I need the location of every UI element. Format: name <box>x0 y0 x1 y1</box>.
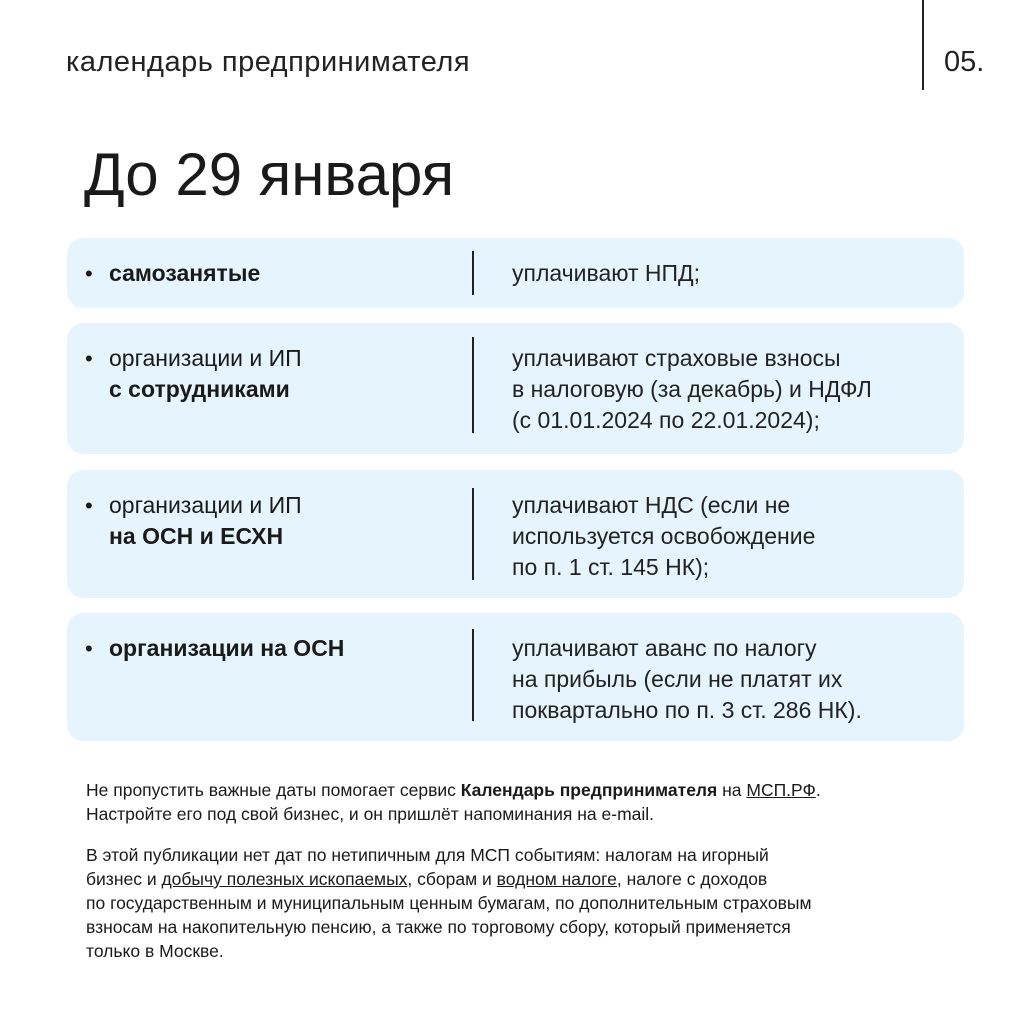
disclaimer-line: В этой публикации нет дат по нетипичным для МСП событиям: налогам на игорный <box>86 845 769 865</box>
mining-link[interactable]: добычу полезных ископаемых <box>161 869 408 889</box>
card-subject-bold: на ОСН и ЕСХН <box>109 523 284 549</box>
card-subject <box>85 343 465 405</box>
card-obligation-line: на прибыль (если не платят их <box>512 666 843 692</box>
card-obligation <box>512 343 952 436</box>
card-separator <box>472 629 474 721</box>
deadline-card-employers <box>67 323 964 454</box>
page-title: До 29 января <box>84 141 455 208</box>
disclaimer-line <box>86 867 966 891</box>
water-tax-link[interactable]: водном налоге <box>496 869 617 889</box>
card-obligation-line: уплачивают НДС (если не <box>512 492 791 518</box>
card-obligation <box>512 633 952 726</box>
bullet-icon: • <box>85 493 93 518</box>
header-title: календарь предпринимателя <box>66 46 471 78</box>
card-obligation-line: по п. 1 ст. 145 НК); <box>512 554 710 580</box>
card-subject-bold: самозанятые <box>109 260 261 286</box>
card-obligation <box>512 490 952 583</box>
msp-link[interactable]: МСП.РФ <box>746 780 816 800</box>
disclaimer-text: , сборам и <box>407 869 497 889</box>
service-note <box>86 778 966 826</box>
card-subject-line: организации и ИП <box>109 492 302 518</box>
bullet-icon: • <box>85 636 93 661</box>
disclaimer-line: взносам на накопительную пенсию, а также по торговому сбору, который применяется <box>86 917 791 937</box>
deadline-card-osn-eshn <box>67 470 964 598</box>
bullet-icon: • <box>85 261 93 286</box>
header-divider <box>922 0 924 90</box>
disclaimer-text: бизнес и <box>86 869 162 889</box>
card-subject-bold: с сотрудниками <box>109 376 290 402</box>
card-separator <box>472 251 474 295</box>
service-note-text: на <box>717 780 747 800</box>
card-separator <box>472 488 474 580</box>
card-obligation-line: используется освобождение <box>512 523 816 549</box>
card-subject <box>85 490 465 552</box>
bullet-icon: • <box>85 346 93 371</box>
card-subject-bold: организации на ОСН <box>109 635 345 661</box>
card-obligation-line: (с 01.01.2024 по 22.01.2024); <box>512 407 820 433</box>
service-note-text: . <box>815 780 821 800</box>
disclaimer-line: по государственным и муниципальным ценным бумагам, по дополнительным страховым <box>86 893 812 913</box>
card-obligation-line: в налоговую (за декабрь) и НДФЛ <box>512 376 872 402</box>
card-obligation-line: уплачивают НПД; <box>512 260 701 286</box>
disclaimer-line: только в Москве. <box>86 941 224 961</box>
page-number: 05. <box>944 46 985 78</box>
card-obligation-line: уплачивают страховые взносы <box>512 345 841 371</box>
card-separator <box>472 337 474 433</box>
deadline-card-osn-orgs <box>67 613 964 741</box>
card-subject <box>85 258 465 289</box>
card-obligation-line: поквартально по п. 3 ст. 286 НК). <box>512 697 862 723</box>
card-obligation <box>512 258 952 289</box>
card-subject-line: организации и ИП <box>109 345 302 371</box>
service-note-text: Не пропустить важные даты помогает сервис <box>86 780 461 800</box>
disclaimer-text: , налоге с доходов <box>616 869 768 889</box>
service-name: Календарь предпринимателя <box>460 780 718 800</box>
card-subject <box>85 633 465 664</box>
service-note-line: Настройте его под свой бизнес, и он пришлёт напоминания на e-mail. <box>86 804 655 824</box>
disclaimer-note <box>86 843 966 963</box>
service-note-line <box>86 778 966 802</box>
deadline-card-self-employed <box>67 238 964 308</box>
card-obligation-line: уплачивают аванс по налогу <box>512 635 817 661</box>
